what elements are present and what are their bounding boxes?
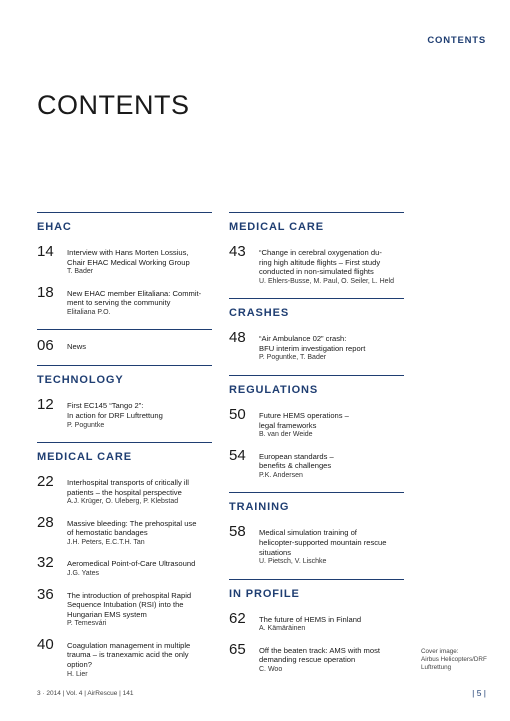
toc-entry[interactable]	[37, 338, 212, 353]
toc-section	[37, 212, 212, 317]
entry-body	[259, 330, 404, 363]
article-title: Massive bleeding: The prehospital use of hemostatic bandages	[67, 518, 197, 538]
article-author: C. Woo	[259, 665, 283, 673]
entry-body	[259, 642, 404, 675]
page-number-label: 12	[37, 396, 54, 414]
right-column	[229, 212, 404, 686]
section-title: IN PROFILE	[229, 587, 300, 600]
page-number-label: 58	[229, 523, 246, 541]
left-column	[37, 212, 212, 691]
entry-body	[259, 448, 404, 481]
toc-section	[37, 442, 212, 679]
section-title: TECHNOLOGY	[37, 374, 124, 387]
page-number-label: 28	[37, 513, 54, 531]
entry-body	[67, 338, 212, 352]
section-title: MEDICAL CARE	[37, 451, 132, 464]
toc-entry[interactable]	[37, 474, 212, 507]
entry-body	[67, 587, 212, 629]
entry-body	[259, 244, 404, 286]
article-title: “Change in cerebral oxygenation du- ring high altitude flights – First study conducted in non-simulated flights	[259, 248, 382, 277]
article-author: U. Ehlers-Busse, M. Paul, O. Seiler, L. Held	[259, 277, 394, 285]
toc-entry[interactable]	[229, 244, 404, 286]
article-author: P. Poguntke	[67, 421, 105, 429]
toc-section	[37, 329, 212, 353]
toc-entry[interactable]	[37, 587, 212, 629]
cover-note: Cover image: Airbus Helicopters/DRF Luftrettung	[421, 648, 487, 671]
page-number-label: 50	[229, 405, 246, 423]
section-title: TRAINING	[229, 501, 290, 514]
article-author: A.J. Krüger, O. Uleberg, P. Klebstad	[67, 498, 179, 506]
article-author: P.K. Andersen	[259, 471, 303, 479]
page-number-label: 32	[37, 554, 54, 572]
article-author: B. van der Weide	[259, 431, 313, 439]
entry-body	[259, 407, 404, 440]
section-title: REGULATIONS	[229, 383, 319, 396]
header-label: CONTENTS	[427, 35, 486, 46]
toc-entry[interactable]	[229, 330, 404, 363]
toc-section	[229, 298, 404, 363]
page-number-label: 36	[37, 585, 54, 603]
article-title: “Air Ambulance 02” crash: BFU interim investigation report	[259, 334, 366, 353]
article-author: T. Bader	[67, 268, 94, 276]
page-number-label: 14	[37, 243, 54, 260]
entry-body	[67, 285, 212, 318]
article-author: A. Kämäräinen	[259, 625, 306, 633]
article-author: J.H. Peters, E.C.T.H. Tan	[67, 538, 145, 546]
entry-body	[67, 637, 212, 679]
toc-entry[interactable]	[37, 555, 212, 578]
entry-body	[67, 397, 212, 430]
article-title: The future of HEMS in Finland	[259, 614, 362, 624]
article-author: U. Pietsch, V. Lischke	[259, 558, 327, 566]
article-author: P. Temesvári	[67, 620, 107, 628]
entry-body	[259, 611, 404, 634]
article-author: Elitaliana P.O.	[67, 308, 111, 316]
toc-entry[interactable]	[37, 637, 212, 679]
toc-section	[37, 365, 212, 430]
toc-section	[229, 212, 404, 286]
toc-entry[interactable]	[37, 515, 212, 548]
page-number-label: 18	[37, 283, 54, 301]
article-title: Interview with Hans Morten Lossius, Chair EHAC Medical Working Group	[67, 248, 190, 267]
article-author: P. Poguntke, T. Bader	[259, 354, 327, 362]
page-number-label: 22	[37, 473, 54, 491]
article-title: First EC145 “Tango 2”: In action for DRF Luftrettung	[67, 401, 163, 420]
toc-section	[229, 375, 404, 480]
toc-entry[interactable]	[37, 397, 212, 430]
article-title: European standards – benefits & challenges	[259, 451, 334, 471]
page-number-label: 62	[229, 609, 246, 627]
page-number: | 5 |	[472, 688, 486, 698]
article-title: Future HEMS operations – legal frameworks	[259, 410, 349, 430]
page-number-label: 54	[229, 446, 246, 464]
article-title: News	[67, 342, 86, 352]
page-number-label: 40	[37, 635, 54, 653]
toc-section	[229, 579, 404, 675]
footer-issue-info: 3 · 2014 | Vol. 4 | AirRescue | 141	[37, 690, 134, 697]
toc-entry[interactable]	[229, 448, 404, 481]
section-title: CRASHES	[229, 307, 290, 320]
toc-entry[interactable]	[229, 642, 404, 675]
article-title: Interhospital transports of critically ill patients – the hospital perspective	[67, 478, 189, 497]
article-title: Medical simulation training of helicopter-supported mountain rescue situations	[259, 528, 387, 557]
page-number-label: 43	[229, 243, 246, 260]
toc-entry[interactable]	[229, 524, 404, 566]
toc-entry[interactable]	[229, 611, 404, 634]
article-title: Off the beaten track: AMS with most demanding rescue operation	[259, 645, 380, 665]
page-number-label: 06	[37, 337, 54, 355]
toc-entry[interactable]	[229, 407, 404, 440]
entry-body	[67, 515, 212, 548]
toc-entry[interactable]	[37, 244, 212, 277]
entry-body	[259, 524, 404, 566]
toc-section	[229, 492, 404, 566]
article-title: Coagulation management in multiple trauma – is tranexamic acid the only option?	[67, 640, 191, 669]
page-number-label: 65	[229, 640, 246, 658]
article-title: The introduction of prehospital Rapid Sequence Intubation (RSI) into the Hungarian EMS system	[67, 590, 192, 619]
article-author: J.G. Yates	[67, 570, 100, 578]
article-title: New EHAC member Elitaliana: Commit- ment to serving the community	[67, 288, 202, 308]
section-title: EHAC	[37, 221, 72, 233]
article-title: Aeromedical Point-of-Care Ultrasound	[67, 559, 196, 569]
toc-entry[interactable]	[37, 285, 212, 318]
page-number-label: 48	[229, 329, 246, 347]
article-author: H. Lier	[67, 670, 88, 678]
section-title: MEDICAL CARE	[229, 221, 324, 233]
entry-body	[67, 474, 212, 507]
entry-body	[67, 555, 212, 578]
entry-body	[67, 244, 212, 277]
page-title: CONTENTS	[37, 90, 190, 121]
